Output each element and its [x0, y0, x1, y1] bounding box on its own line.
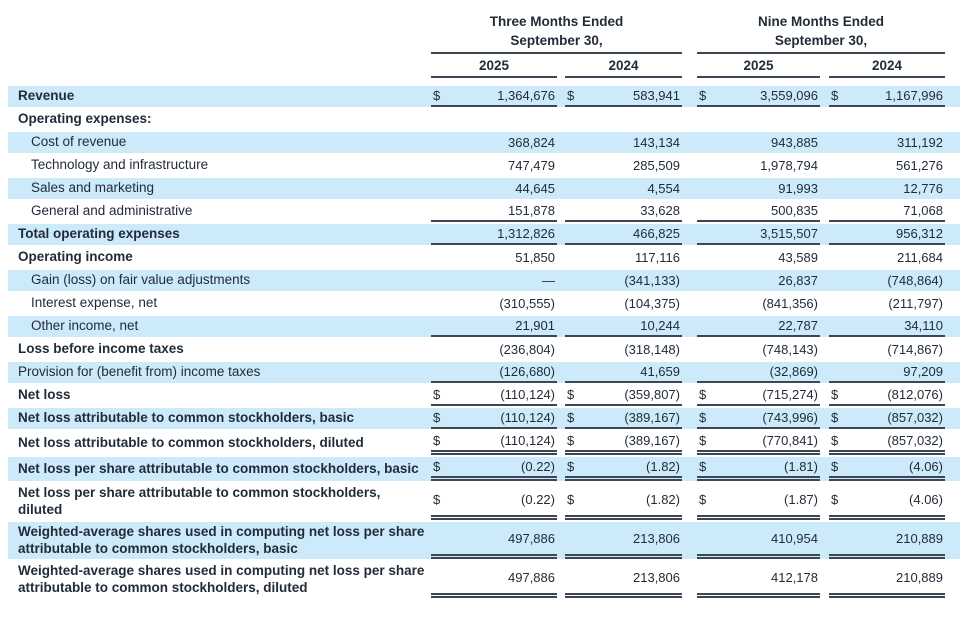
table-row: [8, 522, 960, 559]
value-cell: [565, 561, 682, 598]
value-cell: [431, 247, 557, 268]
table-row: [8, 561, 960, 598]
value: (715,274): [762, 387, 818, 402]
value: (359,807): [624, 387, 680, 402]
dollar-sign: $: [567, 433, 575, 448]
value-cell: [431, 339, 557, 360]
row-label: Interest expense, net: [31, 295, 158, 311]
value: 34,110: [904, 318, 943, 333]
value-cell: [565, 109, 682, 130]
row-label: Technology and infrastructure: [31, 157, 209, 173]
value-cell: [829, 293, 945, 314]
dollar-sign: $: [567, 491, 575, 507]
value: 747,479: [508, 158, 555, 173]
period-header-nine-months: [697, 12, 945, 54]
value-cell: [829, 86, 945, 107]
value-cell: [565, 339, 682, 360]
row-label: Sales and marketing: [31, 180, 155, 196]
value-cell: [697, 362, 820, 383]
value: 497,886: [508, 530, 555, 546]
row-label: Other income, net: [31, 318, 139, 334]
value: (110,124): [500, 410, 555, 425]
row-label: Weighted-average shares used in computing net loss per share attributable to common stockholders, basic: [18, 524, 425, 556]
value-cell: [431, 270, 557, 291]
row-label: Net loss attributable to common stockholders, diluted: [18, 434, 364, 450]
table-row: [8, 293, 960, 314]
row-label: Net loss per share attributable to common stockholders, basic: [18, 460, 419, 476]
value-cell: [697, 155, 820, 176]
value: 41,659: [640, 364, 680, 379]
dollar-sign: $: [433, 410, 441, 425]
table-row: [8, 178, 960, 199]
value-cell: [829, 339, 945, 360]
dollar-sign: $: [699, 491, 707, 507]
value: 21,901: [515, 318, 555, 333]
value-cell: [697, 201, 820, 222]
table-row: [8, 408, 960, 429]
value: 210,889: [896, 530, 943, 546]
value-cell: [829, 316, 945, 337]
year-header-row: [8, 54, 960, 78]
value: 12,776: [903, 181, 943, 196]
value-cell: [697, 561, 820, 598]
row-label: Revenue: [18, 88, 75, 104]
table-row: [8, 224, 960, 245]
value-cell: [829, 132, 945, 153]
year-column-header: 2025: [697, 54, 820, 78]
value-cell: [829, 224, 945, 245]
value-cell: [565, 224, 682, 245]
value-cell: [829, 109, 945, 130]
value-cell: [431, 109, 557, 130]
value: 10,244: [640, 318, 680, 333]
value-cell: [697, 316, 820, 337]
value-cell: [565, 270, 682, 291]
value-cell: [431, 362, 557, 383]
value: (714,867): [887, 342, 943, 357]
table-row: [8, 339, 960, 360]
value-cell: [431, 86, 557, 107]
value: 213,806: [633, 569, 680, 585]
row-label: Loss before income taxes: [18, 341, 184, 357]
value-cell: [697, 86, 820, 107]
table-row: [8, 457, 960, 481]
value-cell: [431, 224, 557, 245]
value: (4.06): [909, 459, 943, 474]
row-label: Provision for (benefit from) income taxes: [18, 364, 261, 380]
table-row: [8, 270, 960, 291]
value: 51,850: [515, 250, 555, 265]
value: 22,787: [778, 318, 818, 333]
value-cell: [431, 385, 557, 406]
value: 33,628: [640, 203, 680, 218]
value-cell: [565, 178, 682, 199]
value-cell: [565, 483, 682, 520]
value-cell: [565, 522, 682, 559]
value: (211,797): [888, 296, 943, 311]
value: 583,941: [633, 88, 680, 103]
value: 943,885: [771, 135, 818, 150]
value-cell: [697, 247, 820, 268]
value: 26,837: [778, 273, 818, 288]
value: 210,889: [896, 569, 943, 585]
value-cell: [431, 483, 557, 520]
value: (310,555): [499, 296, 555, 311]
value-cell: [565, 408, 682, 429]
value: 497,886: [508, 569, 555, 585]
value-cell: [829, 431, 945, 455]
table-row: [8, 109, 960, 130]
dollar-sign: $: [567, 88, 575, 103]
table-row: [8, 247, 960, 268]
value: (389,167): [624, 410, 680, 425]
value-cell: [565, 201, 682, 222]
value-cell: [697, 457, 820, 481]
value: 211,684: [896, 250, 943, 265]
value-cell: [697, 293, 820, 314]
value-cell: [829, 362, 945, 383]
value: 561,276: [896, 158, 943, 173]
dollar-sign: $: [831, 387, 839, 402]
dollar-sign: $: [567, 387, 575, 402]
value: 97,209: [903, 364, 943, 379]
value: (104,375): [624, 296, 680, 311]
value: (0.22): [521, 459, 555, 474]
value: (1.82): [646, 459, 680, 474]
value-cell: [697, 339, 820, 360]
value-cell: [431, 431, 557, 455]
period-header-row: [8, 12, 960, 54]
value: 1,978,794: [760, 158, 818, 173]
table-row: [8, 86, 960, 107]
dollar-sign: $: [433, 387, 441, 402]
value-cell: [565, 385, 682, 406]
value: 71,068: [903, 203, 943, 218]
value: 43,589: [778, 250, 818, 265]
table-body: [8, 86, 960, 598]
value: (318,148): [624, 342, 680, 357]
dollar-sign: $: [831, 410, 839, 425]
value: (110,124): [500, 387, 555, 402]
value-cell: [565, 155, 682, 176]
value: 1,167,996: [885, 88, 943, 103]
value-cell: [431, 408, 557, 429]
value-cell: [697, 132, 820, 153]
value-cell: [431, 201, 557, 222]
value-cell: [565, 293, 682, 314]
value-cell: [829, 270, 945, 291]
table-row: [8, 362, 960, 383]
row-label: Operating expenses:: [18, 111, 152, 127]
value: 956,312: [896, 226, 943, 241]
dollar-sign: $: [433, 88, 441, 103]
dollar-sign: $: [567, 459, 575, 474]
value-cell: [431, 522, 557, 559]
table-row: [8, 431, 960, 455]
dollar-sign: $: [831, 491, 839, 507]
dollar-sign: $: [567, 410, 575, 425]
value-cell: [829, 483, 945, 520]
value-cell: [565, 431, 682, 455]
value: 4,554: [647, 181, 680, 196]
value-cell: [829, 155, 945, 176]
period-line1: Nine Months Ended: [758, 14, 884, 29]
row-label: Net loss per share attributable to common stockholders, diluted: [18, 485, 381, 517]
value: (841,356): [762, 296, 818, 311]
value: (0.22): [521, 491, 555, 507]
dollar-sign: $: [433, 491, 441, 507]
value-cell: [431, 561, 557, 598]
value-cell: [829, 561, 945, 598]
value: (857,032): [887, 410, 943, 425]
dollar-sign: $: [831, 433, 839, 448]
value: (389,167): [624, 433, 680, 448]
value-cell: [829, 408, 945, 429]
value-cell: [829, 201, 945, 222]
value: 412,178: [771, 569, 818, 585]
value-cell: [697, 522, 820, 559]
value-cell: [829, 247, 945, 268]
value-cell: [431, 132, 557, 153]
value: (857,032): [887, 433, 943, 448]
table-row: [8, 316, 960, 337]
value-cell: [697, 408, 820, 429]
dollar-sign: $: [831, 459, 839, 474]
value: (743,996): [762, 410, 818, 425]
value-cell: [565, 132, 682, 153]
value-cell: [697, 178, 820, 199]
value-cell: [431, 178, 557, 199]
value: (126,680): [499, 364, 555, 379]
value: 91,993: [778, 181, 818, 196]
row-label: Cost of revenue: [31, 134, 127, 150]
value-cell: [697, 431, 820, 455]
row-label: Net loss: [18, 387, 71, 403]
value-cell: [829, 457, 945, 481]
table-row: [8, 385, 960, 406]
year-column-header: 2024: [829, 54, 945, 78]
value-cell: [697, 483, 820, 520]
table-row: [8, 155, 960, 176]
value: (341,133): [624, 273, 680, 288]
dollar-sign: $: [699, 459, 707, 474]
value: 3,515,507: [760, 226, 818, 241]
value: 500,835: [771, 203, 818, 218]
dollar-sign: $: [699, 88, 707, 103]
period-line2: September 30,: [510, 33, 603, 48]
row-label: Net loss attributable to common stockholders, basic: [18, 410, 355, 426]
value-cell: [431, 316, 557, 337]
value: (1.87): [784, 491, 818, 507]
value-cell: [697, 385, 820, 406]
year-column-header: 2025: [431, 54, 557, 78]
value: 151,878: [508, 203, 555, 218]
value-cell: [697, 224, 820, 245]
value-cell: [565, 457, 682, 481]
value-cell: [697, 270, 820, 291]
value: (236,804): [499, 342, 555, 357]
value: 368,824: [508, 135, 555, 150]
value-cell: [431, 457, 557, 481]
value: (748,143): [762, 342, 818, 357]
value: (812,076): [887, 387, 943, 402]
dollar-sign: $: [699, 387, 707, 402]
table-row: [8, 201, 960, 222]
value: —: [542, 273, 555, 288]
value-cell: [697, 109, 820, 130]
value: 3,559,096: [760, 88, 818, 103]
value-cell: [829, 522, 945, 559]
dollar-sign: $: [699, 433, 707, 448]
value-cell: [565, 362, 682, 383]
year-column-header: 2024: [565, 54, 682, 78]
value: 143,134: [633, 135, 680, 150]
value-cell: [431, 155, 557, 176]
value: (1.82): [646, 491, 680, 507]
value-cell: [565, 86, 682, 107]
value-cell: [829, 178, 945, 199]
value-cell: [829, 385, 945, 406]
dollar-sign: $: [433, 459, 441, 474]
row-label: Weighted-average shares used in computing net loss per share attributable to common stockholders, diluted: [18, 563, 425, 595]
value: 213,806: [633, 530, 680, 546]
value: 466,825: [633, 226, 680, 241]
period-line2: September 30,: [774, 33, 868, 48]
value: (748,864): [887, 273, 943, 288]
row-label: Total operating expenses: [18, 226, 180, 242]
value: 1,312,826: [497, 226, 555, 241]
row-label: General and administrative: [31, 203, 193, 219]
value: 285,509: [633, 158, 680, 173]
value-cell: [565, 316, 682, 337]
dollar-sign: $: [831, 88, 839, 103]
period-line1: Three Months Ended: [489, 14, 624, 29]
value: 410,954: [771, 530, 818, 546]
value-cell: [431, 293, 557, 314]
value: (110,124): [500, 433, 555, 448]
value: 311,192: [896, 135, 943, 150]
table-row: [8, 483, 960, 520]
value: (4.06): [909, 491, 943, 507]
value-cell: [565, 247, 682, 268]
row-label: Operating income: [18, 249, 133, 265]
value: (1.81): [784, 459, 818, 474]
row-label: Gain (loss) on fair value adjustments: [31, 272, 251, 288]
value: 117,116: [634, 250, 680, 265]
value: 44,645: [515, 181, 555, 196]
value: (32,869): [769, 364, 818, 379]
table-row: [8, 132, 960, 153]
dollar-sign: $: [433, 433, 441, 448]
dollar-sign: $: [699, 410, 707, 425]
value: 1,364,676: [497, 88, 555, 103]
value: (770,841): [762, 433, 818, 448]
period-header-three-months: [431, 12, 682, 54]
